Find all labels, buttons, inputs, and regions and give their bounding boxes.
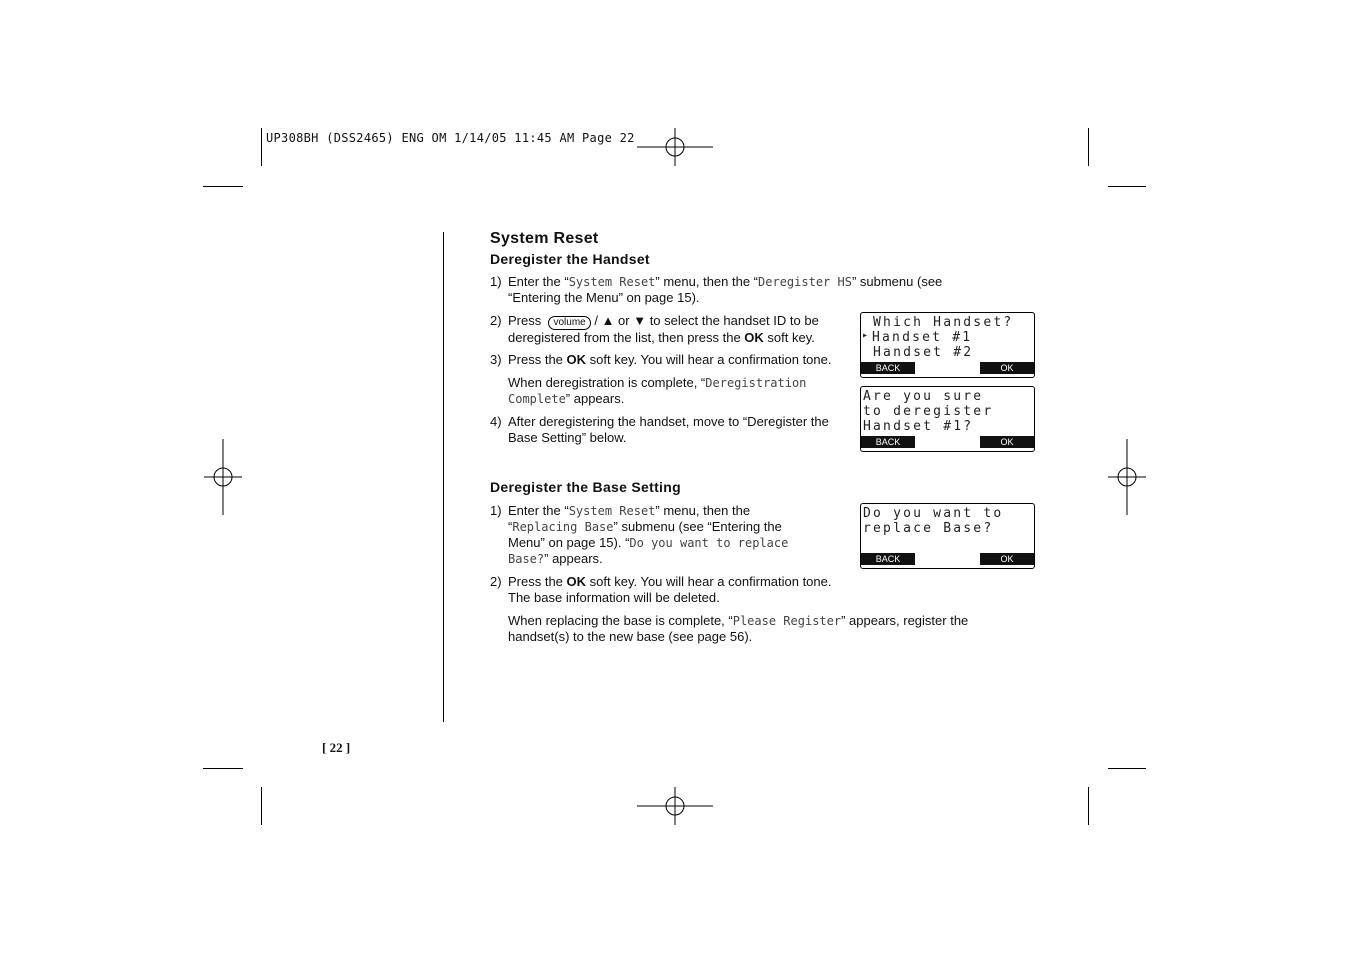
deregistration-note: When deregistration is complete, “Deregistration Complete” appears. [508, 375, 807, 406]
section-heading-deregister-handset: Deregister the Handset [490, 251, 650, 267]
softkey-back: BACK [861, 436, 915, 448]
print-slug: UP308BH (DSS2465) ENG OM 1/14/05 11:45 AM Page 22 [266, 131, 635, 145]
step-3-confirm: 3) Press the OK soft key. You will hear a confirmation tone. [490, 352, 832, 367]
lcd-replace-base: Do you want to replace Base? BACK OK [860, 503, 1035, 569]
cursor-arrow-icon: ▸ [862, 330, 871, 341]
lcd-which-handset: Which Handset? ▸ Handset #1 Handset #2 BACK OK [860, 312, 1035, 378]
section-heading-deregister-base: Deregister the Base Setting [490, 479, 681, 495]
softkey-back: BACK [861, 362, 915, 374]
step-2-select-handset: 2) Press volume / ▲ or ▼ to select the handset ID to be deregistered from the list, then press the OK soft key. [490, 313, 819, 345]
step-1-replacing-base: 1) Enter the “System Reset” menu, then the “Replacing Base” submenu (see “Entering the Menu” on page 15). “Do you want to replace Base?” appears. [490, 503, 789, 566]
replacing-base-note: When replacing the base is complete, “Please Register” appears, register the handset(s) to the new base (see page 56). [508, 613, 969, 644]
page-title: System Reset [490, 230, 599, 247]
softkey-ok: OK [980, 436, 1034, 448]
step-4-move-on: 4) After deregistering the handset, move to “Deregister the Base Setting” below. [490, 414, 829, 445]
step-2-confirm-base: 2) Press the OK soft key. You will hear a confirmation tone. The base information will be deleted. [490, 574, 832, 605]
softkey-ok: OK [980, 362, 1034, 374]
softkey-ok: OK [980, 553, 1034, 565]
lcd-are-you-sure: Are you sure to deregister Handset #1? BACK OK [860, 386, 1035, 452]
step-1-deregister-handset: 1) Enter the “System Reset” menu, then the “Deregister HS” submenu (see “Entering the Menu” on page 15). [490, 274, 943, 305]
volume-key-icon: volume [548, 316, 590, 330]
page-number: [ 22 ] [322, 740, 351, 755]
softkey-back: BACK [861, 553, 915, 565]
